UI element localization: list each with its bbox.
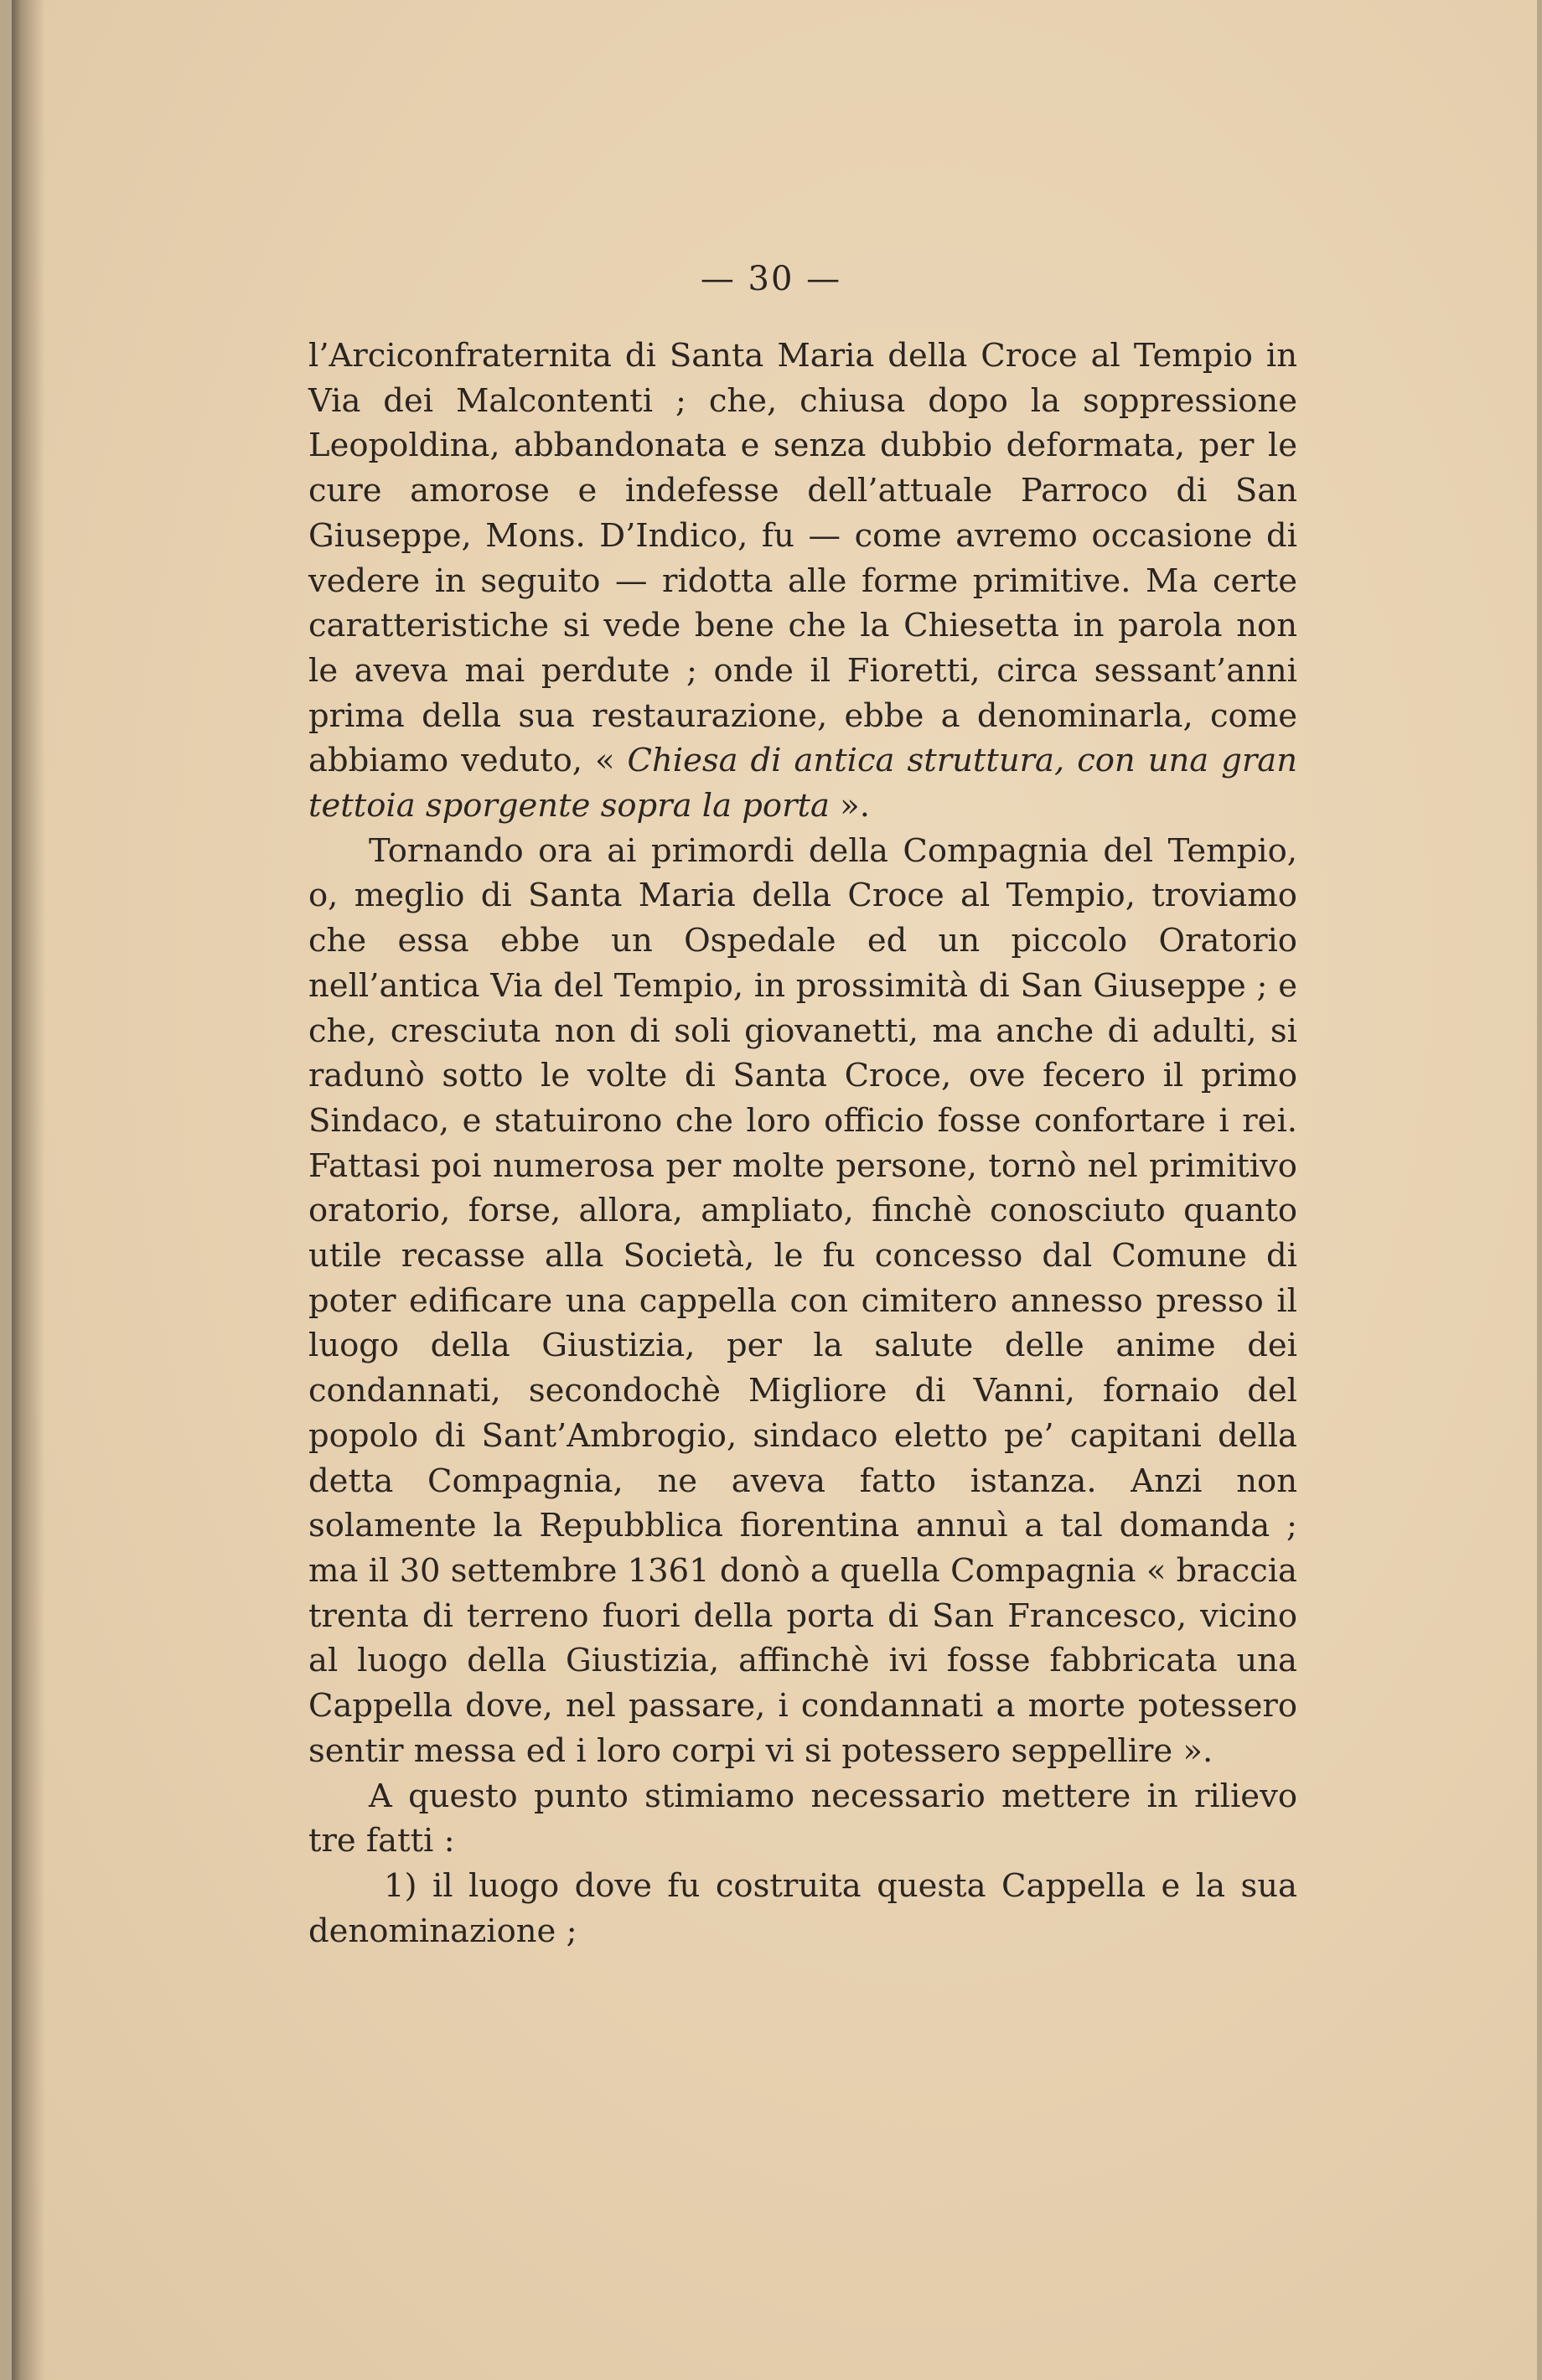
paragraph-2: Tornando ora ai primordi della Compagnia del Tempio, o, meglio di Santa Maria della Croce al Tempio, troviamo che essa ebbe un Ospedale ed un piccolo Oratorio nell’antica Via del Tempio, in prossimità di San Giuseppe ; e che, cresciuta non di soli giovanetti, ma anche di adulti, si radunò sotto le volte di Santa Croce, ove fecero il primo Sindaco, e statuirono che loro officio fosse confortare i rei. Fattasi poi numerosa per molte persone, tornò nel primitivo oratorio, forse, allora, ampliato, finchè conosciuto quanto utile recasse alla Società, le fu concesso dal Comune di poter edificare una cappella con cimitero annesso presso il luogo della Giustizia, per la salute delle anime dei condannati, secondochè Migliore di Vanni, fornaio del popolo di Sant’Ambrogio, sindaco eletto pe’ capitani della detta Compagnia, ne aveva fatto istanza. Anzi non solamente la Repubblica fiorentina annuì a tal domanda ; ma il 30 settembre 1361 donò a quella Compagnia « braccia trenta di terreno fuori della porta di San Francesco, vicino al luogo della Giustizia, affinchè ivi fosse fabbricata una Cappella dove, nel passare, i condannati a morte potessero sentir messa ed i loro corpi vi si potessero seppellire ». [308, 831, 1298, 1770]
italic-quote: Chiesa di antica struttura, con una gran tettoia sporgente sopra la porta [308, 742, 1297, 825]
paragraph-1-start: l’Arciconfraternita di Santa Maria della Croce al Tempio in Via dei Malcontenti ; che, chiusa dopo la soppressione Leopoldina, abbandonata e senza dubbio deformata, per le cure amorose e indefesse dell’attuale Parroco di San Giuseppe, Mons. D’Indico, fu — come avremo occasione di vedere in seguito — ridotta alle forme primitive. Ma certe caratteristiche si vede bene che la Chiesetta in parola non le aveva mai perdute ; onde il Fioretti, circa sessant’anni prima della sua restaurazione, ebbe a denominarla, come abbiamo veduto, « [308, 337, 1297, 780]
paragraph-1-end: ». [840, 787, 870, 825]
page-number: — 30 — [700, 260, 842, 298]
paragraph-4: 1) il luogo dove fu costruita questa Cappella e la sua denominazione ; [308, 1866, 1297, 1950]
paragraph-1 [308, 334, 1297, 829]
body-text [308, 334, 1297, 1953]
spine-shadow [12, 0, 45, 2380]
paragraph-3: A questo punto stimiamo necessario mettere in rilievo tre fatti : [308, 1777, 1297, 1860]
